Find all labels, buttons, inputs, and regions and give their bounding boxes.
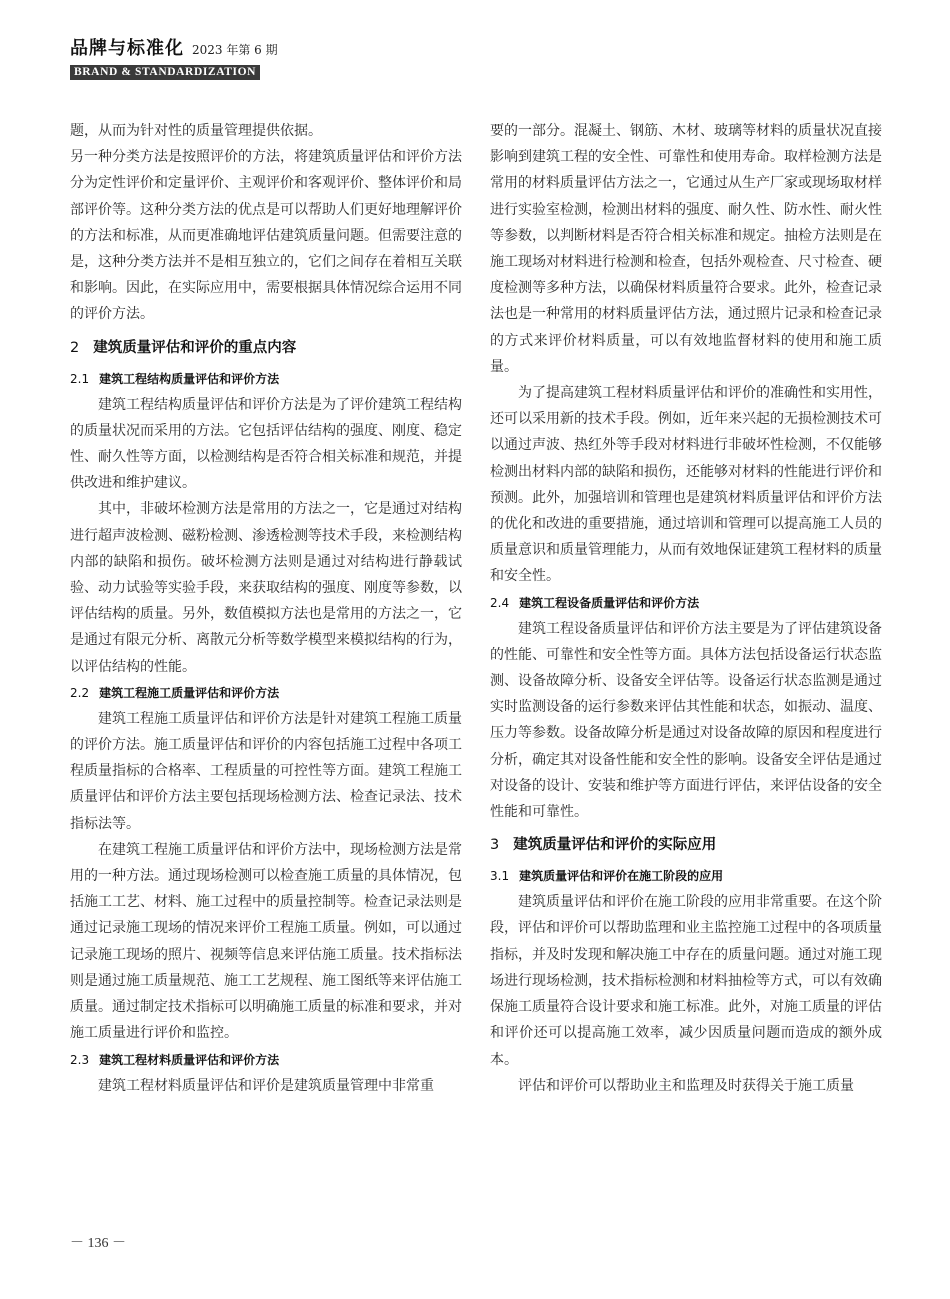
paragraph: 题，从而为针对性的质量管理提供依据。 xyxy=(70,123,322,139)
subsection-heading xyxy=(70,680,462,706)
paragraph: 其中，非破坏检测方法是常用的方法之一，它是通过对结构进行超声波检测、磁粉检测、渗透检测等技术手段，来检测结构内部的缺陷和损伤。破坏检测方法则是通过对结构进行静载试验、动力试验等实验手段，来获取结构的强度、刚度等参数，以评估结构的质量。另外，数值模拟方法也是常用的方法之一，它是通过有限元分析、离散元分析等数学模型来模拟结构的行为，以评估结构的性能。 xyxy=(70,501,462,675)
paragraph: 为了提高建筑工程材料质量评估和评价的准确性和实用性，还可以采用新的技术手段。例如，近年来兴起的无损检测技术可以通过声波、热红外等手段对材料进行非破坏性检测，不仅能够检测出材料内部的缺陷和损伤，还能够对材料的性能进行评价和预测。此外，加强培训和管理也是建筑材料质量评估和评价方法的优化和改进的重要措施，通过培训和管理可以提高施工人员的质量意识和质量管理能力，从而有效地保证建筑工程材料的质量和安全性。 xyxy=(490,385,882,585)
subsection-heading xyxy=(70,366,462,392)
subsection-heading xyxy=(490,590,882,616)
paragraph: 建筑质量评估和评价在施工阶段的应用非常重要。在这个阶段，评估和评价可以帮助监理和业主监控施工过程中的各项质量指标，并及时发现和解决施工中存在的质量问题。通过对施工现场进行现场检测，技术指标检测和材料抽检等方式，可以有效确保施工质量符合设计要求和施工标准。此外，对施工质量的评估和评价还可以提高施工效率，减少因质量问题而造成的额外成本。 xyxy=(490,894,882,1068)
subsection-title: 建筑工程设备质量评估和评价方法 xyxy=(519,595,700,610)
journal-title-line xyxy=(70,34,278,60)
paragraph: 要的一部分。混凝土、钢筋、木材、玻璃等材料的质量状况直接影响到建筑工程的安全性、可靠性和使用寿命。取样检测方法是常用的材料质量评估方法之一，它通过从生产厂家或现场取材样进行实验室检测，检测出材料的强度、耐久性、防水性、耐火性等参数，以判断材料是否符合相关标准和规定。抽检方法则是在施工现场对材料进行检测和检查，包括外观检查、尺寸检查、硬度检测等多种方法，以确保材料质量符合要求。此外，检查记录法也是一种常用的材料质量评估方法，通过照片记录和检查记录的方式来评价材料质量，可以有效地监督材料的使用和施工质量。 xyxy=(490,123,882,375)
subsection-number: 2.3 xyxy=(70,1052,90,1067)
page-number: － 136 － xyxy=(70,1236,126,1251)
paragraph: 在建筑工程施工质量评估和评价方法中，现场检测方法是常用的一种方法。通过现场检测可以检查施工质量的具体情况，包括施工工艺、材料、施工过程中的质量控制等。检查记录法则是通过记录施工现场的情况来评价工程施工质量。例如，可以通过记录施工现场的照片、视频等信息来评估施工质量。技术指标法则是通过施工质量规范、施工工艺规程、施工图纸等来评估施工质量。通过制定技术指标可以明确施工质量的标准和要求，并对施工质量进行评价和监控。 xyxy=(70,841,462,1042)
paragraph: 建筑工程施工质量评估和评价方法是针对建筑工程施工质量的评价方法。施工质量评估和评价的内容包括施工过程中各项工程质量指标的合格率、工程质量的可控性等方面。建筑工程施工质量评估和评价方法主要包括现场检测方法、检查记录法、技术指标法等。 xyxy=(70,710,462,832)
left-column xyxy=(70,118,462,1099)
section-number: 3 xyxy=(490,837,500,854)
paragraph: 建筑工程结构质量评估和评价方法是为了评价建筑工程结构的质量状况而采用的方法。它包括评估结构的强度、刚度、稳定性、耐久性等方面，以检测结构是否符合相关标准和规范，并提供改进和维护建议。 xyxy=(70,396,462,492)
paragraph: 评估和评价可以帮助业主和监理及时获得关于施工质量 xyxy=(518,1077,854,1094)
section-number: 2 xyxy=(70,339,80,356)
subsection-number: 2.2 xyxy=(70,685,90,700)
paragraph: 建筑工程设备质量评估和评价方法主要是为了评估建筑设备的性能、可靠性和安全性等方面。具体方法包括设备运行状态监测、设备故障分析、设备安全评估等。设备运行状态监测是通过实时监测设备的运行参数来评估其性能和状态，如振动、温度、压力等参数。设备故障分析是通过对设备故障的原因和程度进行分析，确定其对设备性能和安全性的影响。设备安全评估是通过对设备的设计、安装和维护等方面进行评估，来评估设备的安全性能和可靠性。 xyxy=(490,620,882,821)
subsection-title: 建筑质量评估和评价在施工阶段的应用 xyxy=(519,869,724,884)
section-heading xyxy=(490,833,882,857)
section-title: 建筑质量评估和评价的重点内容 xyxy=(93,339,297,356)
subsection-title: 建筑工程结构质量评估和评价方法 xyxy=(99,371,280,386)
issue-label: 2023 年第 6 期 xyxy=(192,43,278,57)
paragraph: 建筑工程材料质量评估和评价是建筑质量管理中非常重 xyxy=(98,1077,434,1094)
journal-name: 品牌与标准化 xyxy=(70,38,184,59)
subsection-heading xyxy=(490,863,882,889)
journal-header xyxy=(70,34,278,80)
right-column xyxy=(490,118,882,1099)
section-heading xyxy=(70,336,462,360)
subsection-title: 建筑工程材料质量评估和评价方法 xyxy=(99,1052,280,1067)
subsection-title: 建筑工程施工质量评估和评价方法 xyxy=(99,685,280,700)
paragraph: 另一种分类方法是按照评价的方法，将建筑质量评估和评价方法分为定性评价和定量评价、主观评价和客观评价、整体评价和局部评价等。这种分类方法的优点是可以帮助人们更好地理解评价的方法和标准，从而更准确地评估建筑质量问题。但需要注意的是，这种分类方法并不是相互独立的，它们之间存在着相互关联和影响。因此，在实际应用中，需要根据具体情况综合运用不同的评价方法。 xyxy=(70,149,462,323)
subsection-number: 2.4 xyxy=(490,595,510,610)
journal-english-name: BRAND & STANDARDIZATION xyxy=(70,65,260,80)
subsection-heading xyxy=(70,1047,462,1073)
section-title: 建筑质量评估和评价的实际应用 xyxy=(513,837,717,854)
subsection-number: 2.1 xyxy=(70,371,90,386)
subsection-number: 3.1 xyxy=(490,869,510,884)
